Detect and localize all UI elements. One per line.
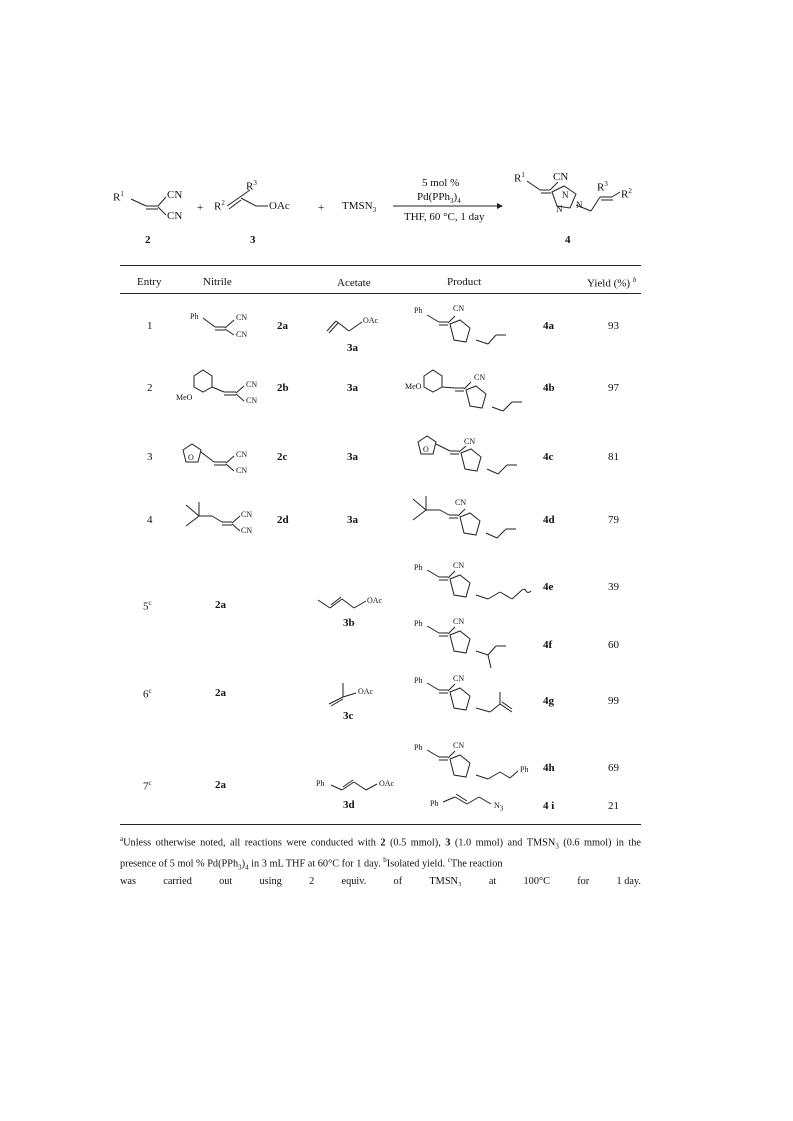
table-bottom-rule bbox=[120, 824, 641, 825]
row1-product-ph: Ph bbox=[414, 306, 423, 315]
scheme-tmsn3: $TMSN_3$ bbox=[342, 200, 377, 215]
conditions-solvent-temp-time: THF, 60 °C, 1 day bbox=[404, 211, 485, 223]
row7a-product-ph: Ph bbox=[414, 743, 423, 752]
conditions-catalyst: $Pd(PPh_3)_4$ bbox=[417, 191, 461, 206]
row3-acetate-id: 3a bbox=[347, 451, 358, 463]
footnote-last-line: was carried out using 2 equiv. of TMSN₃ at 100°C for 1 day. bbox=[120, 875, 641, 887]
structure-2a bbox=[203, 318, 234, 335]
row6-entry: 6$^c$ bbox=[143, 687, 152, 701]
row1-acetate-id: 3a bbox=[347, 342, 358, 354]
row7b-product-ph: Ph bbox=[430, 799, 439, 808]
product-ring-n1: N bbox=[562, 190, 569, 200]
row5a-product-id: 4e bbox=[543, 581, 554, 593]
structure-4i bbox=[443, 794, 491, 804]
structure-3a-row1 bbox=[327, 321, 362, 333]
structure-3d bbox=[331, 780, 377, 790]
column-header-entry: Entry bbox=[137, 276, 162, 288]
row3-nitrile-id: 2c bbox=[277, 451, 288, 463]
row7b-product-id: 4 i bbox=[543, 800, 555, 812]
structure-2b bbox=[194, 370, 244, 401]
row6-product-cn: CN bbox=[453, 674, 465, 683]
structure-4h bbox=[427, 750, 518, 779]
row5a-product-ph: Ph bbox=[414, 563, 423, 572]
scheme-cn-bottom: CN bbox=[167, 210, 183, 222]
structure-4b bbox=[424, 370, 522, 411]
column-header-nitrile: Nitrile bbox=[203, 276, 232, 288]
scheme-plus-2: + bbox=[318, 202, 325, 214]
row5-acetate-id: 3b bbox=[343, 617, 355, 629]
row7b-yield: 21 bbox=[608, 800, 619, 812]
product-r2-label: $R^2$ bbox=[621, 187, 632, 201]
row6-product-id: 4g bbox=[543, 695, 554, 707]
scheme-r1-label: $R^1$ bbox=[113, 190, 124, 204]
row7a-product-cn: CN bbox=[453, 741, 465, 750]
product-r1-label: $R^1$ bbox=[514, 171, 525, 185]
row4-acetate-id: 3a bbox=[347, 514, 358, 526]
row2-nitrile-id: 2b bbox=[277, 382, 289, 394]
scheme-oac-label: OAc bbox=[269, 200, 290, 212]
row1-yield: 93 bbox=[608, 320, 619, 332]
row1-nitrile-cn1: CN bbox=[236, 313, 248, 322]
row2-acetate-id: 3a bbox=[347, 382, 358, 394]
row2-entry: 2 bbox=[147, 382, 153, 394]
row5b-product-cn: CN bbox=[453, 617, 465, 626]
structure-3c bbox=[329, 683, 356, 706]
row4-product-id: 4d bbox=[543, 514, 555, 526]
row1-nitrile-id: 2a bbox=[277, 320, 288, 332]
row4-entry: 4 bbox=[147, 514, 153, 526]
row5b-product-ph: Ph bbox=[414, 619, 423, 628]
structure-2d bbox=[186, 502, 240, 531]
row1-product-id: 4a bbox=[543, 320, 554, 332]
scheme-cn-top: CN bbox=[167, 189, 183, 201]
row5a-yield: 39 bbox=[608, 581, 619, 593]
row6-product-ph: Ph bbox=[414, 676, 423, 685]
product-r3-label: $R^3$ bbox=[597, 180, 608, 194]
row7b-product-n3: $N_3$ bbox=[494, 801, 504, 813]
structure-4a bbox=[427, 315, 506, 344]
row7-entry: 7$^c$ bbox=[143, 779, 152, 793]
row6-acetate-id: 3c bbox=[343, 710, 354, 722]
row3-entry: 3 bbox=[147, 451, 153, 463]
row7a-product-id: 4h bbox=[543, 762, 555, 774]
row2-product-cn: CN bbox=[474, 373, 486, 382]
row4-nitrile-cn1: CN bbox=[241, 510, 253, 519]
row7-acetate-id: 3d bbox=[343, 799, 355, 811]
scheme-r2-label: $R^2$ bbox=[214, 199, 225, 213]
row2-product-meo: MeO bbox=[405, 382, 422, 391]
row4-product-cn: CN bbox=[455, 498, 467, 507]
row6-yield: 99 bbox=[608, 695, 619, 707]
row3-nitrile-cn1: CN bbox=[236, 450, 248, 459]
row1-entry: 1 bbox=[147, 320, 153, 332]
row2-nitrile-cn2: CN bbox=[246, 396, 258, 405]
row3-product-o: O bbox=[423, 445, 429, 454]
row7a-product-ph2: Ph bbox=[520, 765, 529, 774]
row5b-product-id: 4f bbox=[543, 639, 553, 651]
row6-nitrile-id: 2a bbox=[215, 687, 226, 699]
row3-product-cn: CN bbox=[464, 437, 476, 446]
table-footnotes bbox=[120, 832, 641, 889]
row3-nitrile-o: O bbox=[188, 453, 194, 462]
column-header-product: Product bbox=[447, 276, 482, 288]
row5a-product-cn: CN bbox=[453, 561, 465, 570]
row5b-yield: 60 bbox=[608, 639, 619, 651]
product-cn-label: CN bbox=[553, 171, 569, 183]
structure-4e bbox=[427, 570, 531, 599]
row1-product-cn: CN bbox=[453, 304, 465, 313]
scheme-plus-1: + bbox=[197, 202, 204, 214]
column-header-acetate: Acetate bbox=[337, 277, 371, 289]
row7-acetate-oac: OAc bbox=[379, 779, 395, 788]
row3-yield: 81 bbox=[608, 451, 619, 463]
row3-product-id: 4c bbox=[543, 451, 554, 463]
row2-product-id: 4b bbox=[543, 382, 555, 394]
row4-nitrile-cn2: CN bbox=[241, 526, 253, 535]
structure-4g bbox=[427, 683, 512, 712]
row7a-yield: 69 bbox=[608, 762, 619, 774]
conditions-catalyst-loading: 5 mol % bbox=[422, 177, 460, 189]
product-ring-n3: N bbox=[556, 204, 563, 214]
row2-nitrile-meo: MeO bbox=[176, 393, 193, 402]
row1-nitrile-cn2: CN bbox=[236, 330, 248, 339]
row5-nitrile-id: 2a bbox=[215, 599, 226, 611]
footnote-a-b-c: $^a$Unless otherwise noted, all reactions were conducted with 2 (0.5 mmol), 3 (1.0 mmol) and $TMSN_3$ (0.6 mmol) in the presence of 5 mol % $Pd(PPh_3)_4$ in 3 mL THF at 60°C for 1 day. $^b$Isolated yield. $^c$The reaction bbox=[120, 835, 641, 872]
row7-nitrile-id: 2a bbox=[215, 779, 226, 791]
row2-yield: 97 bbox=[608, 382, 619, 394]
scheme-label-3: 3 bbox=[250, 234, 256, 246]
scheme-label-2: 2 bbox=[145, 234, 151, 246]
row4-nitrile-id: 2d bbox=[277, 514, 289, 526]
scheme-label-4: 4 bbox=[565, 234, 571, 246]
row1-acetate-oac: OAc bbox=[363, 316, 379, 325]
row5-acetate-oac: OAc bbox=[367, 596, 383, 605]
structure-3b bbox=[318, 597, 366, 608]
row2-nitrile-cn1: CN bbox=[246, 380, 258, 389]
row5-entry: 5$^c$ bbox=[143, 599, 152, 613]
scheme-r3-label: $R^3$ bbox=[246, 179, 257, 193]
structure-4f bbox=[427, 626, 506, 668]
row7-acetate-ph: Ph bbox=[316, 779, 325, 788]
row1-nitrile-ph: Ph bbox=[190, 312, 199, 321]
column-header-yield: Yield (%) $^b$ bbox=[587, 276, 637, 290]
row3-nitrile-cn2: CN bbox=[236, 466, 248, 475]
row6-acetate-oac: OAc bbox=[358, 687, 374, 696]
row4-yield: 79 bbox=[608, 514, 619, 526]
product-ring-n2: N bbox=[576, 200, 583, 210]
